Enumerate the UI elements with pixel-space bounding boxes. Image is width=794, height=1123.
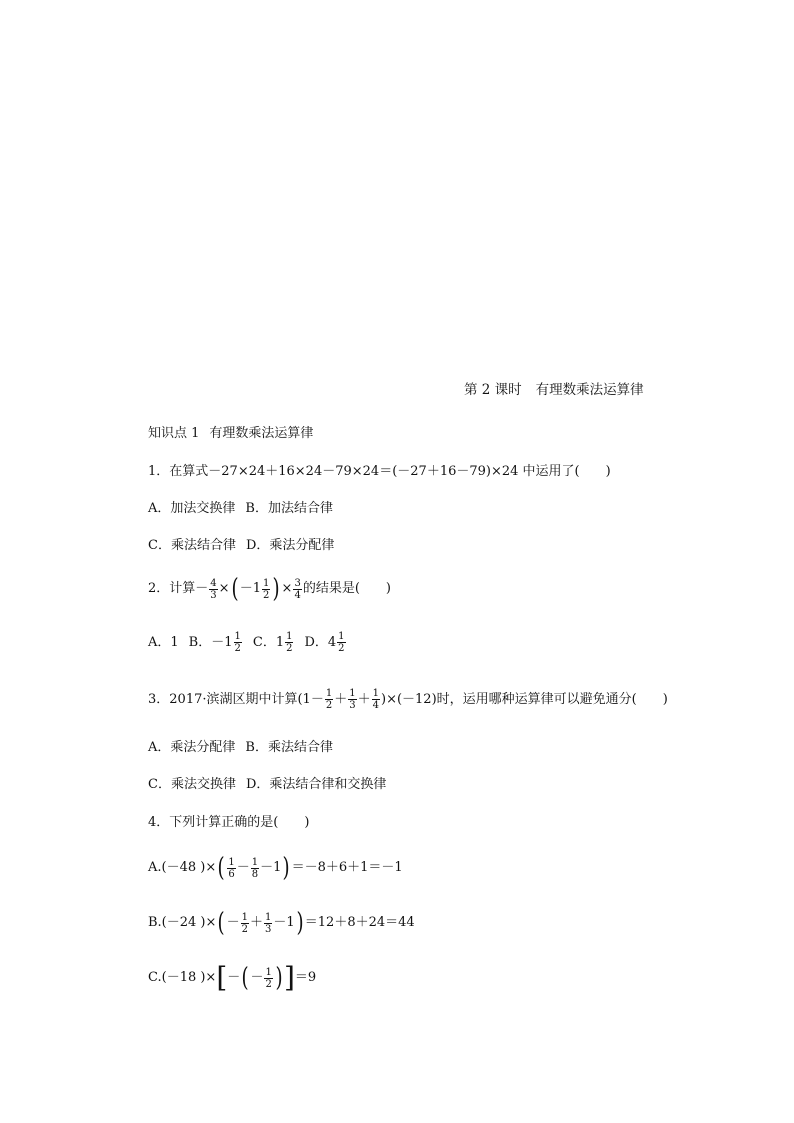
lesson-number: 第 2 课时 — [464, 382, 522, 398]
section-heading — [148, 425, 313, 443]
question-1-option-d: D．乘法分配律 — [245, 538, 335, 553]
fraction: $\frac{1}{3}$ — [264, 911, 272, 935]
fraction: $\frac{1}{8}$ — [251, 856, 259, 880]
question-1-options-row2 — [148, 537, 334, 555]
fraction: $\frac{1}{2}$ — [338, 631, 345, 654]
question-4-option-c: C.(－18 )× [ － ( － $\frac{1}{2}$ ) ] ＝9 — [148, 961, 317, 994]
question-1-option-b: B．加法结合律 — [245, 501, 333, 516]
question-2-option-b: B．－1 — [188, 634, 233, 650]
question-3-option-c: C．乘法交换律 — [148, 777, 236, 792]
fraction: $\frac{4}{3}$ — [210, 577, 217, 601]
question-2-lead: 2．计算－ — [148, 581, 209, 596]
fraction: $\frac{1}{3}$ — [349, 688, 356, 711]
fraction: $\frac{3}{4}$ — [294, 577, 301, 601]
question-2-option-a: A．1 — [148, 634, 179, 650]
question-3: 3．2017·滨湖区期中计算(1－ $\frac{1}{2}$ ＋ $\frac{1}{3}$ ＋ $\frac{1}{4}$ )×(－12)时，运用哪种运算律可以避免通分( ) — [148, 688, 668, 711]
question-3-option-a: A．乘法分配律 — [148, 740, 236, 755]
question-2-tail: 的结果是( — [302, 581, 360, 596]
question-3-options-row2 — [148, 776, 386, 794]
lesson-topic: 有理数乘法运算律 — [535, 382, 644, 398]
question-1-option-a: A．加法交换律 — [148, 501, 236, 516]
fraction: $\frac{1}{2}$ — [263, 577, 270, 601]
fraction: $\frac{1}{6}$ — [228, 856, 235, 880]
question-4-stem: 4．下列计算正确的是( — [148, 815, 279, 830]
question-3-option-d: D．乘法结合律和交换律 — [245, 777, 387, 792]
fraction: $\frac{1}{4}$ — [372, 688, 379, 711]
question-2-options — [148, 631, 347, 654]
question-1-close: ) — [605, 464, 611, 479]
question-4-option-b: B.(－24 )× ( － $\frac{1}{2}$ ＋ $\frac{1}{3}$ －1 ) ＝12＋8＋24＝44 — [148, 908, 415, 938]
question-1-options-row1 — [148, 500, 333, 518]
question-1 — [148, 463, 611, 481]
fraction: $\frac{1}{2}$ — [265, 966, 272, 990]
question-2-option-d: D．4 — [304, 634, 337, 650]
question-3-options-row1 — [148, 739, 333, 757]
question-3-tail: )×(－12)时，运用哪种运算律可以避免通分( — [381, 691, 637, 707]
question-3-lead: 3．2017·滨湖区期中计算(1－ — [148, 691, 324, 707]
question-1-stem: 1．在算式－27×24＋16×24－79×24＝(－27＋16－79)×24 中运用了( — [148, 464, 580, 479]
fraction: $\frac{1}{2}$ — [286, 631, 293, 654]
section-label: 知识点 1 — [148, 426, 200, 441]
fraction: $\frac{1}{2}$ — [241, 911, 248, 935]
section-name: 有理数乘法运算律 — [209, 426, 314, 441]
question-3-option-b: B．乘法结合律 — [245, 740, 333, 755]
question-4-option-a: A.(－48 )× ( $\frac{1}{6}$ － $\frac{1}{8}$ －1 ) ＝－8＋6＋1＝－1 — [148, 853, 403, 883]
fraction: $\frac{1}{2}$ — [325, 688, 333, 711]
question-2: 2．计算－ $\frac{4}{3}$ × ( －1 $\frac{1}{2}$ ) × $\frac{3}{4}$ 的结果是( ) — [148, 574, 391, 604]
question-4: 4．下列计算正确的是( ) — [148, 815, 310, 830]
lesson-title — [464, 381, 644, 399]
question-1-option-c: C．乘法结合律 — [148, 538, 236, 553]
fraction: $\frac{1}{2}$ — [234, 631, 241, 654]
question-2-option-c: C．1 — [252, 634, 285, 650]
